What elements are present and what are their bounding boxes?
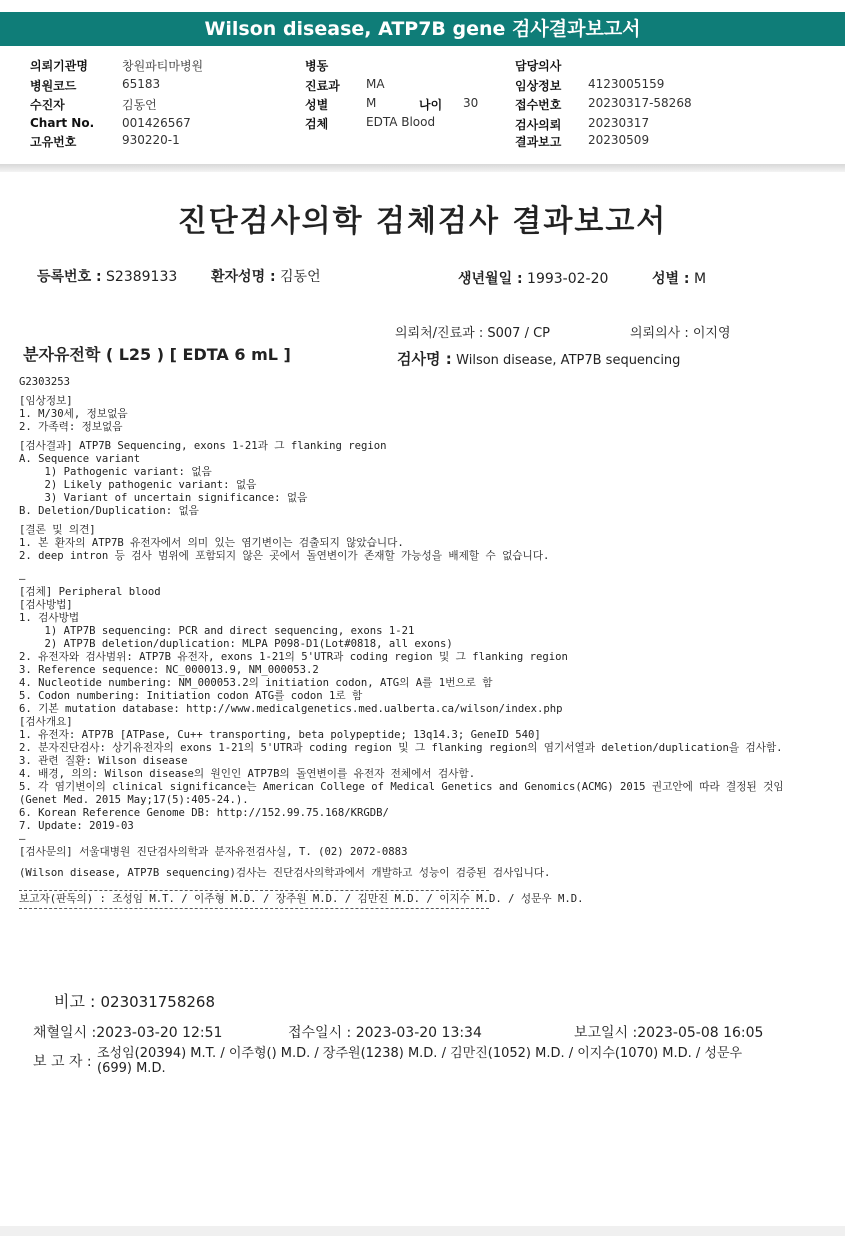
info-value: M — [366, 96, 377, 110]
info-label: 수진자 — [30, 98, 65, 112]
reporter-label: 보 고 자 : — [33, 1054, 92, 1070]
info-row — [30, 133, 76, 150]
dashed-divider — [19, 908, 489, 909]
info-value: 001426567 — [122, 116, 191, 130]
test-result-section: [검사결과] ATP7B Sequencing, exons 1-21과 그 flanking region A. Sequence variant 1) Pathogenic variant: 없음 2) Likely pathogenic variant: 없음 3) Variant of uncertain significance: 없음 B. Deletion/Duplication: 없음 — [19, 440, 387, 517]
registration-number: 등록번호 : S2389133 — [37, 269, 178, 285]
info-value: EDTA Blood — [366, 115, 436, 129]
section-divider — [0, 164, 845, 172]
test-name: 검사명 : Wilson disease, ATP7B sequencing — [397, 350, 681, 368]
methods-section: — [검체] Peripheral blood [검사방법] 1. 검사방법 1) ATP7B sequencing: PCR and direct sequencing, exons 1-21 2) ATP7B deletion/duplication: MLPA P098-D1(Lot#0818, all exons) 2. 유전자와 검사범위: ATP7B 유전자, exons 1-21의 5'UTR과 coding region 및 그 flanking region 3. Reference sequence: NC_000013.9, NM_000053.2 4. Nucleotide numbering: NM_000053.2의 initiation codon, ATG의 A를 1번으로 함 5. Codon numbering: Initiation codon ATG를 codon 1로 함 6. 기본 mutation database: http://www.medicalgenetics.med.ualberta.ca/wilson/index.php [검사개요] 1. 유전자: ATP7B [ATPase, Cu++ transporting, beta polypeptide; 13q14.3; GeneID 540] — [19, 573, 568, 741]
info-value: MA — [366, 77, 385, 91]
reporter-list: 조성임(20394) M.T. / 이주형() M.D. / 장주원(1238) M.D. / 김만진(1052) M.D. / 이지수(1070) M.D. / 성문우 (699) M.D. — [97, 1046, 743, 1076]
report-datetime: 보고일시 :2023-05-08 16:05 — [574, 1025, 764, 1041]
referring-doctor: 의뢰의사 : 이지영 — [630, 326, 731, 341]
info-row — [30, 77, 76, 94]
clinical-info-section: [임상정보] 1. M/30세, 정보없음 2. 가족력: 정보없음 — [19, 395, 128, 433]
patient-sex: 성별 : M — [652, 271, 707, 287]
validation-statement: (Wilson disease, ATP7B sequencing)검사는 진단검사의학과에서 개발하고 성능이 검증된 검사입니다. — [19, 867, 551, 879]
info-label: 성별 — [305, 98, 329, 112]
test-section: 분자유전학 ( L25 ) [ EDTA 6 mL ] — [23, 345, 291, 364]
overview-item-2: 2. 분자진단검사: 상기유전자의 exons 1-21의 5'UTR과 coding region 및 그 flanking region의 염기서열과 deletion/duplication을 검사함. — [19, 742, 783, 754]
collection-datetime: 채혈일시 :2023-03-20 12:51 — [33, 1025, 223, 1041]
conclusion-section: [결론 및 의견] 1. 본 환자의 ATP7B 유전자에서 의미 있는 염기변이는 검출되지 않았습니다. 2. deep intron 등 검사 범위에 포함되지 않은 곳에서 돌연변이가 존재할 가능성을 배제할 수 없습니다. — [19, 524, 550, 562]
overview-item-5: 5. 각 염기변이의 clinical significance는 American College of Medical Genetics and Genomics(ACMG) 2015 권고안에 따라 결정된 것임 (Genet Med. 2015 May;17(5):405-24.). — [19, 781, 790, 806]
document-title: 진단검사의학 검체검사 결과보고서 — [177, 204, 668, 239]
date-of-birth: 생년월일 : 1993-02-20 — [458, 271, 609, 287]
info-label: 접수번호 — [515, 98, 562, 112]
info-label: 임상정보 — [515, 79, 562, 93]
bottom-strip — [0, 1226, 845, 1236]
info-label: 의뢰기관명 — [30, 59, 88, 73]
info-label: 담당의사 — [515, 59, 562, 73]
info-row — [30, 96, 65, 113]
info-label: 검체 — [305, 117, 329, 131]
info-label: 검사의뢰 — [515, 118, 562, 132]
info-row — [30, 116, 94, 130]
info-value: 20230317 — [588, 116, 650, 130]
info-label: 진료과 — [305, 79, 340, 93]
dashed-divider — [19, 890, 489, 891]
age-label: 나이 — [419, 98, 443, 112]
receipt-datetime: 접수일시 : 2023-03-20 13:34 — [288, 1025, 482, 1041]
patient-name: 환자성명 : 김동언 — [211, 269, 321, 285]
report-body: G2303253 [임상정보] 1. M/30세, 정보없음 2. 가족력: 정보없음 [검사결과] ATP7B Sequencing, exons 1-21과 그 flanking region A. Sequence variant 1) Pathogenic variant: 없음 2) Likely pathogenic variant: 없음 3) Variant of uncertain significance: 없음 B. Deletion/Duplication: 없음 [결론 및 의견] 1. 본 환자의 ATP7B 유전자에서 의미 있는 염기변이는 검출되지 않았습니다. 2. deep intron 등 검사 범위에 포함되지 않은 곳에서 돌연변이가 존재할 가능성을 배제할 수 없습니다. — [검체] Peripheral blood [검사방법] 1. 검사방법 1) ATP7B sequencing: PCR and direct sequencing, exons 1-21 2) ATP7B deletion/duplication: MLPA P098-D1(Lot#0818, all exons) 2. 유전자와 검사범위: ATP7B 유전자, exons 1-21의 5'UTR과 coding region 및 그 flanking region 3. Reference sequence: NC_000013.9, NM_000053.2 4. Nucleotide numbering: NM_000053.2의 initiation codon, ATG의 A를 1번으로 함 5. Codon numbering: Initiation codon ATG를 codon 1로 함 6. 기본 mutation database: http://www.medicalgenetics.med.ualberta.ca/wilson/index.php [검사개요] 1. 유전자: ATP7B [ATPase, Cu++ transporting, beta polypeptide; 13q14.3; GeneID 540] 2. 분자진단검사: 상기유전자의 exons 1-21의 5'UTR과 coding region 및 그 flanking region의 염기서열과 deletion/duplication을 검사함. 3. 관련 질환: Wilson disease 4. 배경, 의의: Wilson disease의 원인인 ATP7B의 돌연변이를 유전자 전체에서 검사함. 5. 각 염기변이의 clinical significance는 American College of Medical Genetics and Genomics(ACMG) 2015 권고안에 따라 결정된 것임 (Genet Med. 2015 May;17(5):405-24.). 6. Korean Reference Genome DB: http://152.99.75.168/KRGDB/ 7. Update: 2019-03 — [검사문의] 서울대병원 진단검사의학과 분자유전검사실, T. (02) 2072-0883 (Wilson disease, ATP7B sequencing)검사는 진단검사의학과에서 개발하고 성능이 검증된 검사입니다. 보고자(판독의) : 조성임 M.T. / 이주형 M.D. / 장주원 M.D. / 김만진 M.D. / 이지수 M.D. / 성문우 M.D. — [19, 376, 819, 911]
info-row — [30, 57, 88, 74]
info-label: 고유번호 — [30, 135, 77, 149]
info-label: 병동 — [305, 59, 329, 73]
info-value: 65183 — [122, 77, 161, 91]
info-value: 김동언 — [122, 98, 157, 112]
info-value: 20230509 — [588, 133, 650, 147]
info-value: 창원파티마병원 — [122, 59, 204, 73]
info-value: 4123005159 — [588, 77, 665, 91]
referring-department: 의뢰처/진료과 : S007 / CP — [395, 326, 550, 341]
age-value: 30 — [463, 96, 479, 110]
info-label: 병원코드 — [30, 79, 77, 93]
info-value: 930220-1 — [122, 133, 180, 147]
contact-info: [검사문의] 서울대병원 진단검사의학과 분자유전검사실, T. (02) 2072-0883 — [19, 846, 408, 858]
reporters-line: 보고자(판독의) : 조성임 M.T. / 이주형 M.D. / 장주원 M.D. / 김만진 M.D. / 이지수 M.D. / 성문우 M.D. — [19, 893, 584, 905]
report-banner-title: Wilson disease, ATP7B gene 검사결과보고서 — [0, 12, 845, 46]
info-label: Chart No. — [30, 116, 95, 130]
note: 비고 : 023031758268 — [54, 992, 216, 1011]
info-value: 20230317-58268 — [588, 96, 692, 110]
info-label: 결과보고 — [515, 135, 562, 149]
specimen-id: G2303253 — [19, 376, 71, 388]
